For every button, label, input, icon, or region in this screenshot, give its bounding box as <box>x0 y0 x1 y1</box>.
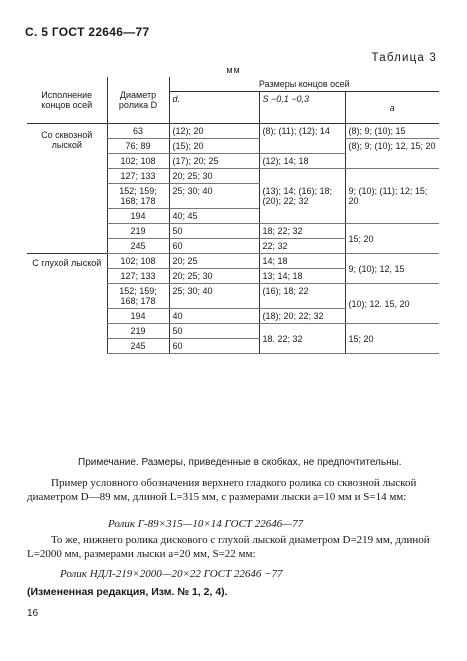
d-cell: 60 <box>169 339 259 354</box>
page-number: 16 <box>27 608 39 619</box>
diameter-cell: 194 <box>107 209 169 224</box>
header-d: d. <box>169 92 259 124</box>
table-header <box>27 77 439 124</box>
s-cell: 18. 22; 32 <box>259 324 345 354</box>
diameter-cell: 219 <box>107 224 169 239</box>
unit-label: мм <box>226 65 241 75</box>
header-diameter: Диаметр ролика D <box>107 77 169 124</box>
a-cell: 15; 20 <box>345 324 439 354</box>
d-cell: 20; 25; 30 <box>169 269 259 284</box>
s-cell: 13; 14; 18 <box>259 269 345 284</box>
s-cell: (8); (11); (12); 14 <box>259 124 345 154</box>
d-cell: 25; 30; 40 <box>169 284 259 309</box>
diameter-cell: 102; 108 <box>107 154 169 169</box>
page-header: С. 5 ГОСТ 22646—77 <box>25 25 150 39</box>
a-cell: (8); 9; (10); 12, 15; 20 <box>345 139 439 169</box>
diameter-cell: 219 <box>107 324 169 339</box>
diameter-cell: 127; 133 <box>107 269 169 284</box>
s-cell: 22; 32 <box>259 239 345 254</box>
diameter-cell: 76; 89 <box>107 139 169 154</box>
s-cell: (13); 14; (16); 18; (20); 22; 32 <box>259 169 345 224</box>
d-cell: (15); 20 <box>169 139 259 154</box>
a-cell: (8); 9; (10); 15 <box>345 124 439 139</box>
table-note: Примечание. Размеры, приведенные в скобках, не предпочтительны. <box>78 457 402 468</box>
d-cell: (17); 20; 25 <box>169 154 259 169</box>
d-cell: 20; 25; 30 <box>169 169 259 184</box>
designation-formula-2: Ролик НДЛ-219×2000—20×22 ГОСТ 22646 −77 <box>60 568 283 580</box>
d-cell: 50 <box>169 224 259 239</box>
diameter-cell: 127; 133 <box>107 169 169 184</box>
header-execution: Исполнение концов осей <box>27 77 107 124</box>
s-cell: (18); 20; 22; 32 <box>259 309 345 324</box>
header-s: S −0,1 −0,3 <box>259 92 345 124</box>
d-cell: (12); 20 <box>169 124 259 139</box>
specification-table <box>27 77 439 354</box>
a-cell: (10); 12. 15, 20 <box>345 284 439 324</box>
diameter-cell: 152; 159; 168; 178 <box>107 284 169 309</box>
s-cell: 18; 22; 32 <box>259 224 345 239</box>
d-cell: 25; 30; 40 <box>169 184 259 209</box>
table-label: Таблица 3 <box>371 52 437 64</box>
example-paragraph-1: Пример условного обозначения верхнего гладкого ролика со сквозной лыской диаметром D—89 мм, длиной L=315 мм, с размерами лыски a=10 мм и S=14 мм: <box>27 477 417 503</box>
example-paragraph-2: То же, нижнего ролика дискового с глухой лыской диаметром D=219 мм, длиной L=2000 мм, размерами лыски a=20 мм, S=22 мм: <box>27 534 430 560</box>
diameter-cell: 194 <box>107 309 169 324</box>
designation-formula-1: Ролик Г-89×315—10×14 ГОСТ 22646—77 <box>108 518 304 530</box>
d-cell: 40 <box>169 309 259 324</box>
d-cell: 20; 25 <box>169 254 259 269</box>
diameter-cell: 63 <box>107 124 169 139</box>
d-cell: 40; 45 <box>169 209 259 224</box>
header-sizes: Размеры концов осей <box>169 77 439 92</box>
a-cell: 15; 20 <box>345 224 439 254</box>
s-cell: (16); 18; 22 <box>259 284 345 309</box>
a-cell: 9; (10); 12, 15 <box>345 254 439 284</box>
a-cell: 9; (10); (11); 12; 15; 20 <box>345 169 439 224</box>
s-cell: 14; 18 <box>259 254 345 269</box>
diameter-cell: 102; 108 <box>107 254 169 269</box>
diameter-cell: 152; 159; 168; 178 <box>107 184 169 209</box>
d-cell: 60 <box>169 239 259 254</box>
header-a: a <box>345 92 439 124</box>
s-cell: (12); 14; 18 <box>259 154 345 169</box>
group-name: Со сквозной лыской <box>41 130 93 150</box>
group-name: С глухой лыской <box>27 254 107 354</box>
d-cell: 50 <box>169 324 259 339</box>
diameter-cell: 245 <box>107 239 169 254</box>
diameter-cell: 245 <box>107 339 169 354</box>
amendment-note: (Измененная редакция, Изм. № 1, 2, 4). <box>27 586 228 598</box>
